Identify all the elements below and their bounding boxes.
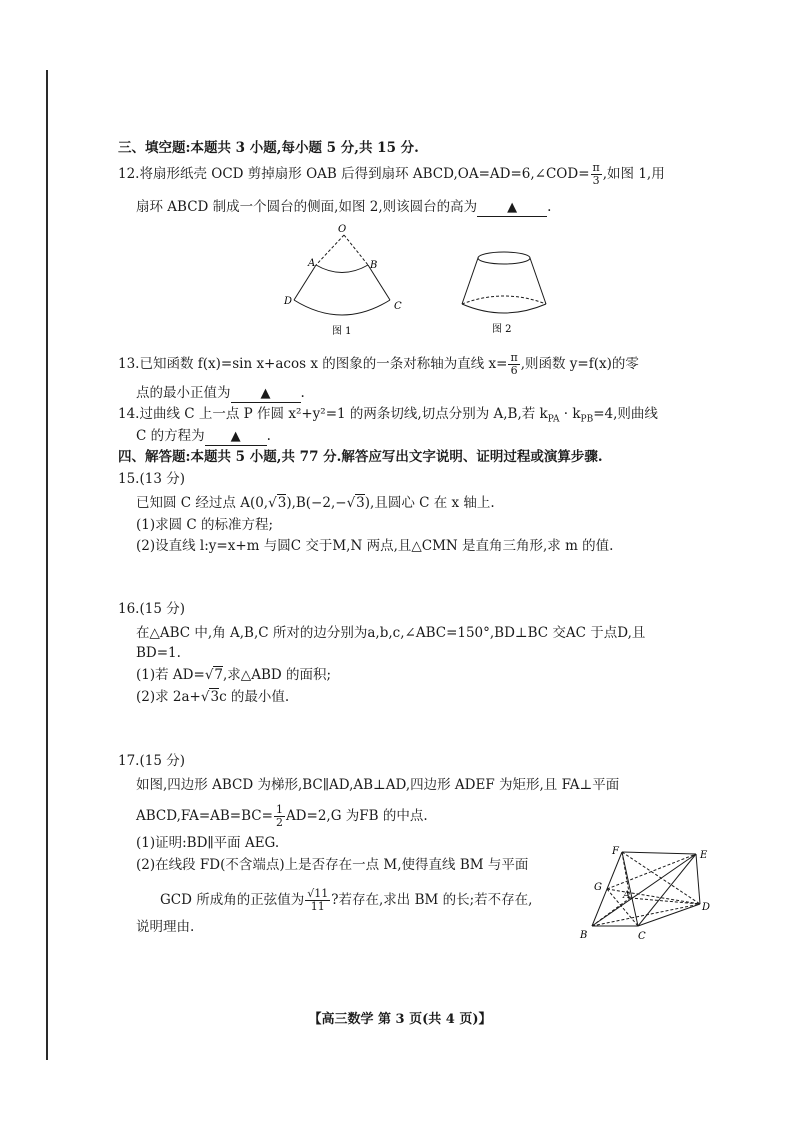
q17-part2-line2: GCD 所成角的正弦值为 $\frac{√11}{11}$ ?若存在,求出 BM 的长;若不存在,: [160, 887, 533, 913]
q17-header: 17.(15 分): [118, 753, 185, 769]
fig2-caption: 图 2: [492, 324, 512, 335]
fig1-arc-DC: [294, 300, 390, 315]
fig1-label-C: C: [394, 301, 402, 312]
binding-line: [46, 70, 48, 1060]
fig1-label-D: D: [284, 296, 293, 307]
q17-part2-line3: 说明理由.: [136, 919, 195, 935]
page-footer: 【高三数学 第 3 页(共 4 页)】: [308, 1012, 492, 1027]
q15-line1: 已知圆 C 经过点 A(0,√3),B(−2,−√3),且圆心 C 在 x 轴上.: [136, 495, 495, 511]
q17-label-A: A: [623, 890, 631, 901]
q12-line1: 12.将扇形纸壳 OCD 剪掉扇形 OAB 后得到扇环 ABCD,OA=AD=6,∠COD= $\frac{\pi}{3}$ ,如图 1,用: [118, 161, 665, 187]
q17-label-E: E: [700, 850, 708, 861]
q13-fraction: $\frac{\pi}{6}$: [510, 351, 518, 377]
q17-label-B: B: [580, 930, 588, 941]
fig2-top-ellipse: [478, 252, 530, 264]
fig1-label-B: B: [370, 260, 378, 271]
q14-answer-blank[interactable]: ▲: [205, 428, 267, 446]
section3-heading: 三、填空题:本题共 3 小题,每小题 5 分,共 15 分.: [118, 140, 419, 156]
q14-line2: C 的方程为 ▲ .: [136, 428, 271, 444]
fig1-label-A: A: [308, 258, 316, 269]
q17-edge-ED: [696, 854, 700, 904]
q17-fraction: $\frac{1}{2}$: [275, 803, 283, 829]
q13-line2: 点的最小正值为 ▲ .: [136, 385, 305, 401]
q17-part2-fraction: $\frac{√11}{11}$: [307, 887, 329, 913]
q14-line1: 14.过曲线 C 上一点 P 作圆 x²+y²=1 的两条切线,切点分别为 A,B,若 $k_{PA} \cdot k_{PB}=4$,则曲线: [118, 406, 658, 425]
q15-part2: (2)设直线 l:y=x+m 与圆C 交于M,N 两点,且△CMN 是直角三角形,求 m 的值.: [136, 538, 614, 554]
q12-fraction: $\frac{\pi}{3}$: [592, 161, 600, 187]
fig1-OB-dashed: [344, 235, 368, 265]
figure2-frustum: [456, 246, 556, 342]
fig2-left-edge: [462, 258, 478, 304]
q15-header: 15.(13 分): [118, 471, 185, 487]
q17-label-F: F: [612, 846, 619, 857]
q17-edge-AD: [630, 898, 700, 904]
q17-label-G: G: [594, 882, 602, 893]
q16-line1: 在△ABC 中,角 A,B,C 所对的边分别为a,b,c,∠ABC=150°,BD⊥BC 交AC 于点D,且: [136, 625, 646, 641]
section4-heading: 四、解答题:本题共 5 小题,共 77 分.解答应写出文字说明、证明过程或演算步骤.: [118, 449, 603, 465]
q17-line1: 如图,四边形 ABCD 为梯形,BC∥AD,AB⊥AD,四边形 ADEF 为矩形,且 FA⊥平面: [136, 777, 620, 793]
q12-line2: 扇环 ABCD 制成一个圆台的侧面,如图 2,则该圆台的高为 ▲ .: [136, 199, 552, 215]
q17-label-D: D: [702, 902, 711, 913]
figure-q17-solid: [578, 846, 714, 942]
q17-line2: ABCD,FA=AB=BC= $\frac{1}{2}$ AD=2,G 为FB 的中点.: [136, 803, 428, 829]
q17-edge-FE: [622, 852, 696, 854]
fig1-label-O: O: [338, 224, 347, 235]
q16-header: 16.(15 分): [118, 601, 185, 617]
fig2-right-edge: [530, 258, 546, 304]
fig2-bottom-front: [462, 304, 546, 313]
q13-answer-blank[interactable]: ▲: [231, 385, 301, 403]
q16-part1: (1)若 AD=√7,求△ABD 的面积;: [136, 667, 332, 683]
fig2-bottom-back: [462, 296, 546, 304]
q13-line1: 13.已知函数 f(x)=sin x+acos x 的图象的一条对称轴为直线 x= $\frac{\pi}{6}$ ,则函数 y=f(x)的零: [118, 351, 639, 377]
fig1-lines: [294, 235, 390, 315]
q17-part2-line1: (2)在线段 FD(不含端点)上是否存在一点 M,使得直线 BM 与平面: [136, 857, 529, 873]
q17-label-C: C: [638, 931, 646, 942]
q15-part1: (1)求圆 C 的标准方程;: [136, 517, 274, 533]
q17-edge-GD: [607, 889, 700, 904]
figure1-annular-sector: [280, 222, 420, 340]
q16-part2: (2)求 2a+√3c 的最小值.: [136, 689, 290, 705]
fig1-AD: [294, 265, 316, 300]
q17-part1: (1)证明:BD∥平面 AEG.: [136, 835, 280, 851]
fig1-OA-dashed: [316, 235, 344, 265]
q16-line2: BD=1.: [136, 645, 181, 661]
q12-answer-blank[interactable]: ▲: [477, 199, 547, 217]
fig1-caption: 图 1: [332, 326, 352, 337]
fig1-arc-AB: [316, 265, 368, 273]
